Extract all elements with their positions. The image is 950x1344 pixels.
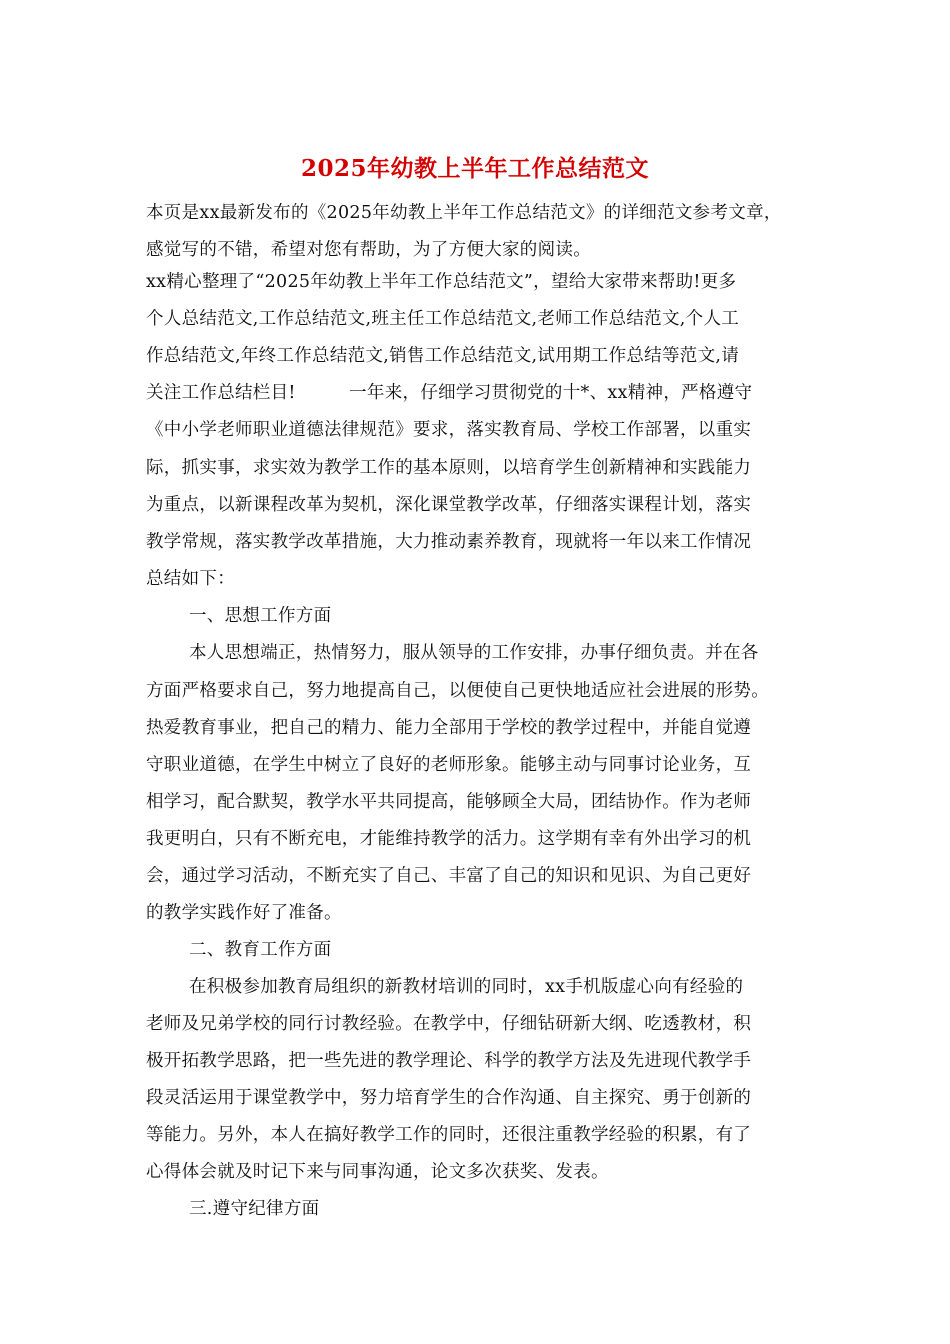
body-line: 《中小学老师职业道德法律规范》要求，落实教育局、学校工作部署，以重实 [146,420,752,440]
body-line: 相学习，配合默契，教学水平共同提高，能够顾全大局，团结协作。作为老师 [146,792,752,812]
body-line: 守职业道德，在学生中树立了良好的老师形象。能够主动与同事讨论业务，互 [146,755,752,775]
body-line: 际，抓实事，求实效为教学工作的基本原则，以培育学生创新精神和实践能力 [146,458,752,478]
body-line: 心得体会就及时记下来与同事沟通，论文多次获奖、发表。 [146,1162,609,1182]
body-line: 作总结范文,年终工作总结范文,销售工作总结范文,试用期工作总结等范文,请 [146,346,740,366]
body-line: 会，通过学习活动，不断充实了自己、丰富了自己的知识和见识、为自己更好 [146,866,752,886]
body-line: 的教学实践作好了准备。 [146,903,342,923]
body-line: 老师及兄弟学校的同行讨教经验。在教学中，仔细钻研新大纲、吃透教材，积 [146,1014,752,1034]
body-line: 为重点，以新课程改革为契机，深化课堂教学改革，仔细落实课程计划，落实 [146,495,752,515]
body-line: 本人思想端正，热情努力，服从领导的工作安排，办事仔细负责。并在各 [189,643,759,663]
section-heading: 二、教育工作方面 [189,940,332,960]
body-line: 热爱教育事业，把自己的精力、能力全部用于学校的教学过程中，并能自觉遵 [146,718,752,738]
body-line: 在积极参加教育局组织的新教材培训的同时，xx手机版虚心向有经验的 [189,977,744,997]
body-line: 关注工作总结栏目! 一年来，仔细学习贯彻党的十*、xx精神，严格遵守 [146,383,753,403]
body-line: 感觉写的不错，希望对您有帮助，为了方便大家的阅读。 [146,240,591,260]
body-line: xx精心整理了“2025年幼教上半年工作总结范文”，望给大家带来帮助!更多 [146,272,737,292]
body-line: 本页是xx最新发布的《2025年幼教上半年工作总结范文》的详细范文参考文章， [146,203,782,223]
body-line: 方面严格要求自己，努力地提高自己，以便使自己更快地适应社会进展的形势。 [146,681,769,701]
body-line: 等能力。另外，本人在搞好教学工作的同时，还很注重教学经验的积累，有了 [146,1125,752,1145]
body-line: 我更明白，只有不断充电，才能维持教学的活力。这学期有幸有外出学习的机 [146,829,752,849]
section-heading: 三.遵守纪律方面 [189,1199,320,1219]
body-line: 段灵活运用于课堂教学中，努力培育学生的合作沟通、自主探究、勇于创新的 [146,1088,752,1108]
body-line: 个人总结范文,工作总结范文,班主任工作总结范文,老师工作总结范文,个人工 [146,309,740,329]
body-line: 教学常规，落实教学改革措施，大力推动素养教育，现就将一年以来工作情况 [146,532,752,552]
body-line: 极开拓教学思路，把一些先进的教学理论、科学的教学方法及先进现代教学手 [146,1051,752,1071]
body-line: 总结如下： [146,569,235,589]
section-heading: 一、思想工作方面 [189,606,332,626]
document-title: 2025年幼教上半年工作总结范文 [300,155,649,182]
